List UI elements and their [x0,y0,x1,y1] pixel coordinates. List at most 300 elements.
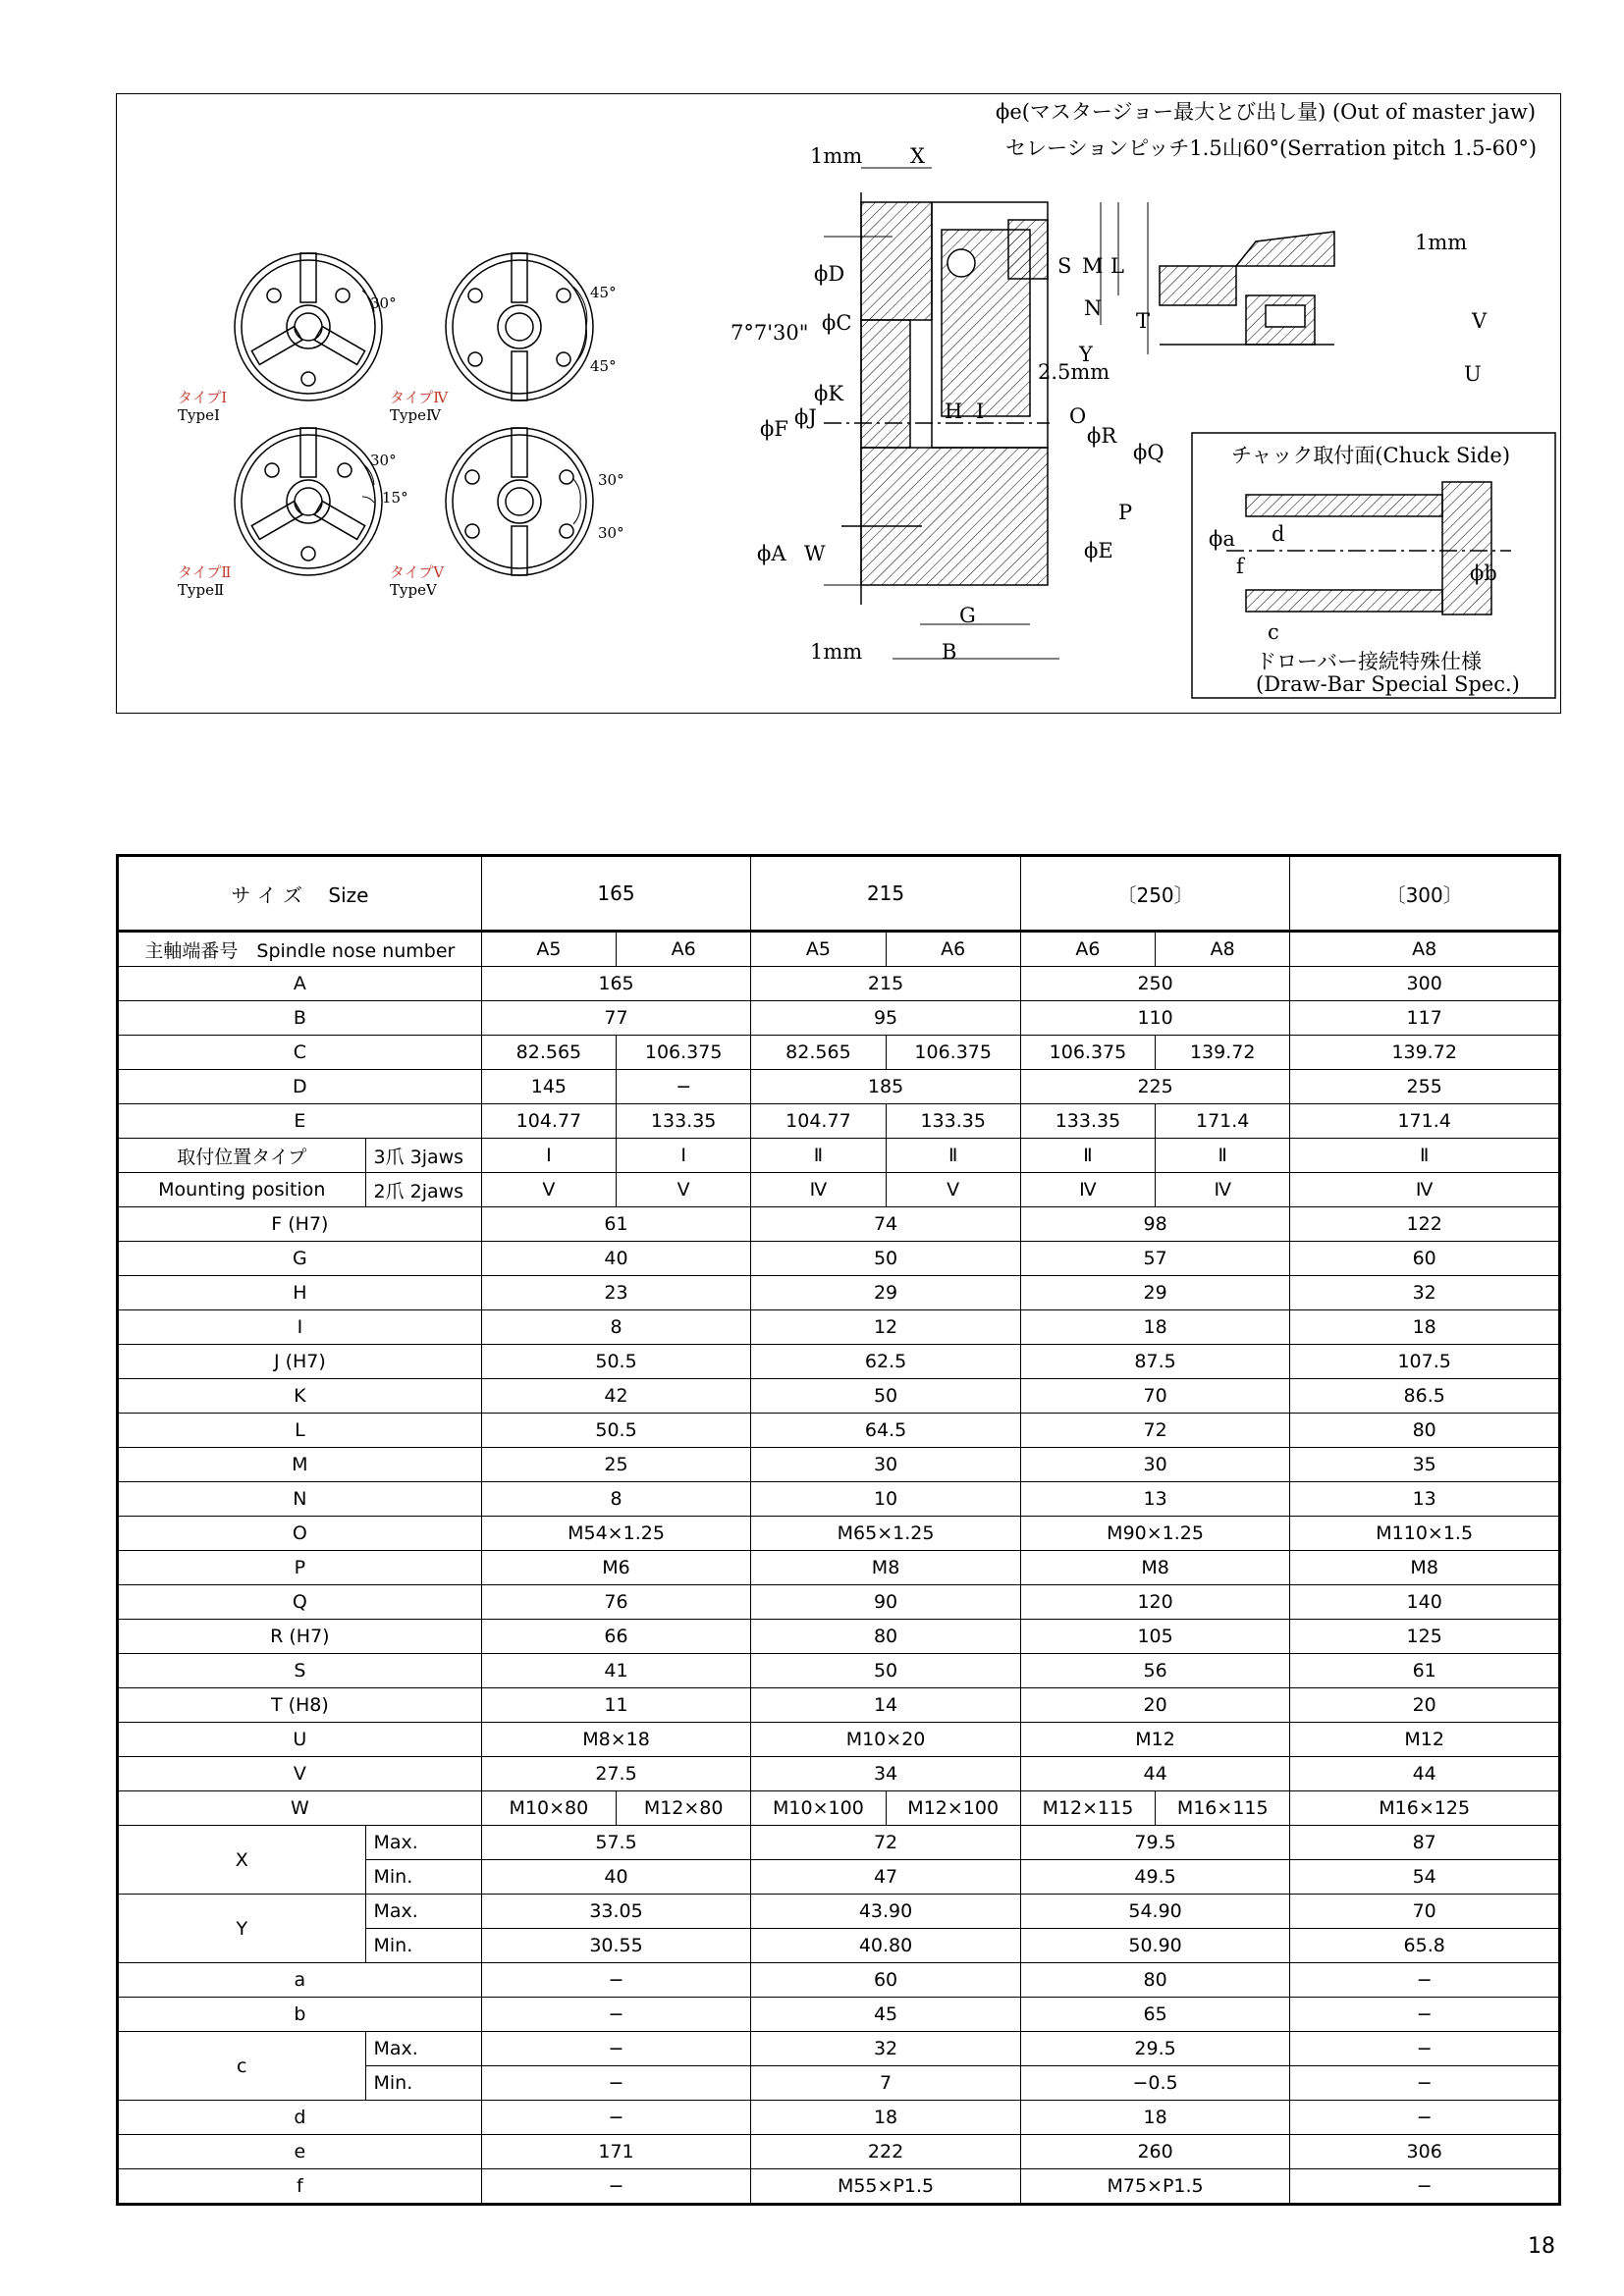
value-cell: M8×18 [481,1723,751,1757]
value-cell: 87.5 [1020,1345,1290,1379]
dim-phiR-label: ϕR [1087,424,1117,448]
table-row [118,1036,1560,1070]
value-cell: 215 [751,967,1021,1001]
table-row [118,1310,1560,1345]
max-label: Max. [365,1895,481,1929]
row-label: S [118,1654,482,1688]
jaws2-label: 2爪 2jaws [365,1173,481,1207]
value-cell: Ⅳ [1156,1173,1290,1207]
value-cell: 57.5 [481,1826,751,1860]
value-cell: 61 [481,1207,751,1242]
draw-bar-label-jp: ドローバー接続特殊仕様 [1256,650,1482,673]
table-row [118,1517,1560,1551]
value-cell: 8 [481,1310,751,1345]
value-cell: 50 [751,1242,1021,1276]
row-label: J (H7) [118,1345,482,1379]
value-cell: M8 [751,1551,1021,1585]
dim-phiA-label: ϕA [757,542,786,565]
table-row [118,1379,1560,1414]
value-cell: 7 [751,2066,1021,2101]
dim-v-label: V [1472,309,1488,333]
value-cell: M8 [1290,1551,1560,1585]
value-cell: 72 [1020,1414,1290,1448]
value-cell: 80 [1020,1963,1290,1998]
type-2-label-en: TypeⅡ [178,581,225,599]
value-cell: 57 [1020,1242,1290,1276]
angle-45-label-a: 45° [590,284,617,301]
value-cell: 80 [1290,1414,1560,1448]
value-cell: 62.5 [751,1345,1021,1379]
row-label: f [118,2169,482,2205]
value-cell: − [1290,2066,1560,2101]
value-cell: M10×100 [751,1791,886,1826]
value-cell: 82.565 [751,1036,886,1070]
row-label: e [118,2135,482,2169]
value-cell: 104.77 [481,1104,616,1139]
table-row [118,1998,1560,2032]
row-label: I [118,1310,482,1345]
value-cell: 107.5 [1290,1345,1560,1379]
table-row [118,1791,1560,1826]
value-cell: 125 [1290,1620,1560,1654]
row-label: W [118,1791,482,1826]
row-label: E [118,1104,482,1139]
table-row [118,1001,1560,1036]
type-2-label-jp: タイプⅡ [178,563,232,581]
value-cell: 12 [751,1310,1021,1345]
value-cell: 106.375 [886,1036,1020,1070]
value-cell: 60 [1290,1242,1560,1276]
mounting-label-jp: 取付位置タイプ [118,1139,366,1173]
value-cell: M54×1.25 [481,1517,751,1551]
value-cell: 42 [481,1379,751,1414]
value-cell: 18 [751,2101,1021,2135]
dim-2-5mm-label: 2.5mm [1038,360,1110,384]
value-cell: M6 [481,1551,751,1585]
value-cell: 120 [1020,1585,1290,1620]
draw-bar-label-en: (Draw-Bar Special Spec.) [1256,672,1520,696]
row-label: Y [118,1895,366,1963]
value-cell: Ⅴ [886,1173,1020,1207]
technical-drawing [117,94,1562,715]
value-cell: 106.375 [617,1036,751,1070]
value-cell: 20 [1020,1688,1290,1723]
value-cell: 32 [1290,1276,1560,1310]
value-cell: − [617,1070,751,1104]
value-cell: 185 [751,1070,1021,1104]
value-cell: Ⅳ [1290,1173,1560,1207]
dim-phib-label: ϕb [1470,561,1497,585]
value-cell: M55×P1.5 [751,2169,1021,2205]
spindle-nose-value: A6 [1020,932,1155,967]
value-cell: 44 [1290,1757,1560,1791]
value-cell: − [1290,2032,1560,2066]
table-row [118,856,1560,932]
value-cell: 35 [1290,1448,1560,1482]
spindle-nose-value: A6 [886,932,1020,967]
dim-x-label: X [910,144,925,168]
table-row [118,1276,1560,1310]
row-label: N [118,1482,482,1517]
max-label: Max. [365,2032,481,2066]
value-cell: − [1290,1998,1560,2032]
value-cell: 77 [481,1001,751,1036]
dim-g-label: G [959,604,976,627]
value-cell: 110 [1020,1001,1290,1036]
size-250-header: 〔250〕 [1020,856,1290,932]
row-label: C [118,1036,482,1070]
value-cell: 33.05 [481,1895,751,1929]
dim-p-label: P [1118,501,1133,524]
row-label: F (H7) [118,1207,482,1242]
dim-h-label: H [945,400,963,423]
value-cell: − [1290,2101,1560,2135]
chuck-cross-section [824,192,1050,605]
value-cell: 30 [751,1448,1021,1482]
value-cell: 139.72 [1156,1036,1290,1070]
value-cell: 18 [1020,1310,1290,1345]
value-cell: 250 [1020,967,1290,1001]
dim-l-label: L [1110,254,1124,278]
value-cell: 29.5 [1020,2032,1290,2066]
value-cell: M16×115 [1156,1791,1290,1826]
technical-drawing-frame [116,93,1561,714]
value-cell: 65.8 [1290,1929,1560,1963]
type-5-label-jp: タイプⅤ [390,563,445,581]
value-cell: 14 [751,1688,1021,1723]
size-215-header: 215 [751,856,1021,932]
value-cell: 40.80 [751,1929,1021,1963]
row-label: P [118,1551,482,1585]
value-cell: 82.565 [481,1036,616,1070]
chuck-type-4-view [446,253,593,400]
value-cell: 260 [1020,2135,1290,2169]
table-row [118,2101,1560,2135]
table-row [118,1139,1560,1173]
value-cell: 70 [1020,1379,1290,1414]
value-cell: 29 [1020,1276,1290,1310]
value-cell: M12 [1020,1723,1290,1757]
value-cell: 64.5 [751,1414,1021,1448]
min-label: Min. [365,1860,481,1895]
value-cell: 60 [751,1963,1021,1998]
dim-phiK-label: ϕK [814,382,844,405]
value-cell: 98 [1020,1207,1290,1242]
value-cell: 76 [481,1585,751,1620]
dim-s-label: S [1057,254,1072,278]
serration-detail [1160,232,1334,345]
table-row [118,1448,1560,1482]
value-cell: Ⅱ [1020,1139,1155,1173]
spindle-nose-value: A6 [617,932,751,967]
value-cell: 25 [481,1448,751,1482]
row-label: G [118,1242,482,1276]
angle-30-label-c: 30° [598,471,624,489]
chuck-side-label: チャック取付面(Chuck Side) [1231,444,1511,467]
dim-phiD-label: ϕD [814,262,845,286]
dim-1mm-top: 1mm [810,144,863,168]
value-cell: M12×115 [1020,1791,1155,1826]
value-cell: 133.35 [617,1104,751,1139]
size-300-header: 〔300〕 [1290,856,1560,932]
row-label: L [118,1414,482,1448]
serration-1mm-label: 1mm [1415,231,1468,254]
value-cell: 18 [1290,1310,1560,1345]
value-cell: 171 [481,2135,751,2169]
value-cell: 79.5 [1020,1826,1290,1860]
row-label: X [118,1826,366,1895]
value-cell: 56 [1020,1654,1290,1688]
size-header-label: サ イ ズ Size [118,856,482,932]
table-row [118,1895,1560,1929]
value-cell: M12 [1290,1723,1560,1757]
value-cell: M65×1.25 [751,1517,1021,1551]
value-cell: 80 [751,1620,1021,1654]
row-label: A [118,967,482,1001]
angle-15-label: 15° [382,489,408,507]
value-cell: 45 [751,1998,1021,2032]
value-cell: 13 [1020,1482,1290,1517]
value-cell: 40 [481,1242,751,1276]
value-cell: 65 [1020,1998,1290,2032]
taper-label: 7°7'30" [731,321,809,345]
value-cell: 171.4 [1290,1104,1560,1139]
value-cell: 117 [1290,1001,1560,1036]
angle-30-label-a: 30° [370,294,397,312]
value-cell: 13 [1290,1482,1560,1517]
value-cell: Ⅴ [617,1173,751,1207]
value-cell: 225 [1020,1070,1290,1104]
row-label: c [118,2032,366,2101]
value-cell: − [481,1963,751,1998]
value-cell: 171.4 [1156,1104,1290,1139]
value-cell: 145 [481,1070,616,1104]
value-cell: 27.5 [481,1757,751,1791]
min-label: Min. [365,1929,481,1963]
value-cell: 23 [481,1276,751,1310]
value-cell: Ⅱ [1290,1139,1560,1173]
value-cell: − [481,2169,751,2205]
table-row [118,1620,1560,1654]
row-label: R (H7) [118,1620,482,1654]
value-cell: Ⅰ [481,1139,616,1173]
spec-table [116,854,1561,2206]
value-cell: Ⅴ [481,1173,616,1207]
row-label: K [118,1379,482,1414]
row-label: D [118,1070,482,1104]
row-label: U [118,1723,482,1757]
chuck-type-2-view [235,428,382,575]
value-cell: 140 [1290,1585,1560,1620]
dim-d-label: d [1272,522,1285,546]
value-cell: Ⅱ [751,1139,886,1173]
type-4-label-jp: タイプⅣ [390,389,449,406]
value-cell: 18 [1020,2101,1290,2135]
table-row [118,2135,1560,2169]
value-cell: 66 [481,1620,751,1654]
table-row [118,1585,1560,1620]
dim-m-label: M [1082,254,1104,278]
row-label: B [118,1001,482,1036]
table-row [118,1723,1560,1757]
size-165-header: 165 [481,856,751,932]
value-cell: −0.5 [1020,2066,1290,2101]
spindle-nose-value: A8 [1156,932,1290,967]
value-cell: M10×20 [751,1723,1021,1757]
type-4-label-en: TypeⅣ [390,406,441,424]
angle-45-label-b: 45° [590,357,617,375]
value-cell: − [481,2101,751,2135]
dim-phiJ-label: ϕJ [794,405,817,429]
table-row [118,1173,1560,1207]
chuck-type-5-view [446,428,593,575]
type-1-label-en: TypeⅠ [178,406,220,424]
dim-phia-label: ϕa [1209,527,1235,551]
value-cell: 90 [751,1585,1021,1620]
table-row [118,2032,1560,2066]
row-label: Q [118,1585,482,1620]
type-1-label-jp: タイプⅠ [178,389,228,406]
value-cell: M90×1.25 [1020,1517,1290,1551]
value-cell: 11 [481,1688,751,1723]
value-cell: 8 [481,1482,751,1517]
row-label: O [118,1517,482,1551]
value-cell: 104.77 [751,1104,886,1139]
value-cell: 87 [1290,1826,1560,1860]
value-cell: Ⅳ [751,1173,886,1207]
value-cell: 44 [1020,1757,1290,1791]
value-cell: 95 [751,1001,1021,1036]
value-cell: 50 [751,1379,1021,1414]
value-cell: 47 [751,1860,1021,1895]
value-cell: 30.55 [481,1929,751,1963]
value-cell: 70 [1290,1895,1560,1929]
value-cell: 40 [481,1860,751,1895]
spindle-nose-value: A5 [751,932,886,967]
table-row [118,1826,1560,1860]
value-cell: Ⅱ [1156,1139,1290,1173]
dim-phiF-label: ϕF [760,417,788,441]
value-cell: 122 [1290,1207,1560,1242]
value-cell: 72 [751,1826,1021,1860]
row-label: M [118,1448,482,1482]
table-row [118,1757,1560,1791]
value-cell: − [481,1998,751,2032]
value-cell: M75×P1.5 [1020,2169,1290,2205]
value-cell: − [1290,1963,1560,1998]
dim-t-label: T [1136,309,1151,333]
value-cell: 43.90 [751,1895,1021,1929]
value-cell: 306 [1290,2135,1560,2169]
table-row [118,1414,1560,1448]
value-cell: M12×80 [617,1791,751,1826]
row-label: H [118,1276,482,1310]
value-cell: Ⅳ [1020,1173,1155,1207]
table-row [118,1104,1560,1139]
value-cell: M10×80 [481,1791,616,1826]
row-label: T (H8) [118,1688,482,1723]
value-cell: 165 [481,967,751,1001]
page-number: 18 [1528,2234,1555,2259]
value-cell: M16×125 [1290,1791,1560,1826]
table-row [118,1963,1560,1998]
value-cell: 29 [751,1276,1021,1310]
value-cell: 300 [1290,967,1560,1001]
dim-w-label: W [804,542,826,565]
table-row [118,2169,1560,2205]
spindle-nose-value: A8 [1290,932,1560,967]
value-cell: 10 [751,1482,1021,1517]
value-cell: 30 [1020,1448,1290,1482]
value-cell: 50 [751,1654,1021,1688]
min-label: Min. [365,2066,481,2101]
value-cell: 50.5 [481,1414,751,1448]
serration-pitch-callout: セレーションピッチ1.5山60°(Serration pitch 1.5-60°) [1005,136,1538,160]
value-cell: 20 [1290,1688,1560,1723]
jaws3-label: 3爪 3jaws [365,1139,481,1173]
value-cell: − [1290,2169,1560,2205]
value-cell: M110×1.5 [1290,1517,1560,1551]
row-label: b [118,1998,482,2032]
value-cell: Ⅱ [886,1139,1020,1173]
value-cell: − [481,2032,751,2066]
value-cell: 41 [481,1654,751,1688]
dim-1mm-bottom: 1mm [810,640,863,664]
table-row [118,1207,1560,1242]
chuck-type-1-view [235,253,382,400]
spindle-nose-value: A5 [481,932,616,967]
value-cell: − [481,2066,751,2101]
table-row [118,1654,1560,1688]
value-cell: 74 [751,1207,1021,1242]
value-cell: 54 [1290,1860,1560,1895]
table-row [118,1482,1560,1517]
max-label: Max. [365,1826,481,1860]
dim-u-label: U [1464,362,1482,386]
table-row [118,1688,1560,1723]
row-label: V [118,1757,482,1791]
mounting-label-en: Mounting position [118,1173,366,1207]
value-cell: 133.35 [886,1104,1020,1139]
value-cell: 50.5 [481,1345,751,1379]
angle-30-label-b: 30° [370,452,397,469]
value-cell: Ⅰ [617,1139,751,1173]
value-cell: 255 [1290,1070,1560,1104]
value-cell: 54.90 [1020,1895,1290,1929]
angle-30-label-d: 30° [598,524,624,542]
table-row [118,932,1560,967]
dim-phiE-label: ϕE [1084,539,1113,562]
dim-phiC-label: ϕC [822,311,852,335]
value-cell: 34 [751,1757,1021,1791]
value-cell: M8 [1020,1551,1290,1585]
table-row [118,1551,1560,1585]
dim-o-label: O [1069,404,1087,428]
spindle-nose-label: 主軸端番号 Spindle nose number [118,932,482,967]
dim-n-label: N [1084,296,1103,320]
table-row [118,967,1560,1001]
value-cell: 50.90 [1020,1929,1290,1963]
value-cell: 61 [1290,1654,1560,1688]
row-label: d [118,2101,482,2135]
out-of-master-jaw-callout: ϕe(マスタージョー最大とび出し量) (Out of master jaw) [996,100,1537,124]
value-cell: 133.35 [1020,1104,1155,1139]
type-5-label-en: TypeⅤ [390,581,437,599]
value-cell: M12×100 [886,1791,1020,1826]
dim-y-label: Y [1079,343,1093,366]
value-cell: 32 [751,2032,1021,2066]
dim-c-label: c [1268,620,1279,644]
